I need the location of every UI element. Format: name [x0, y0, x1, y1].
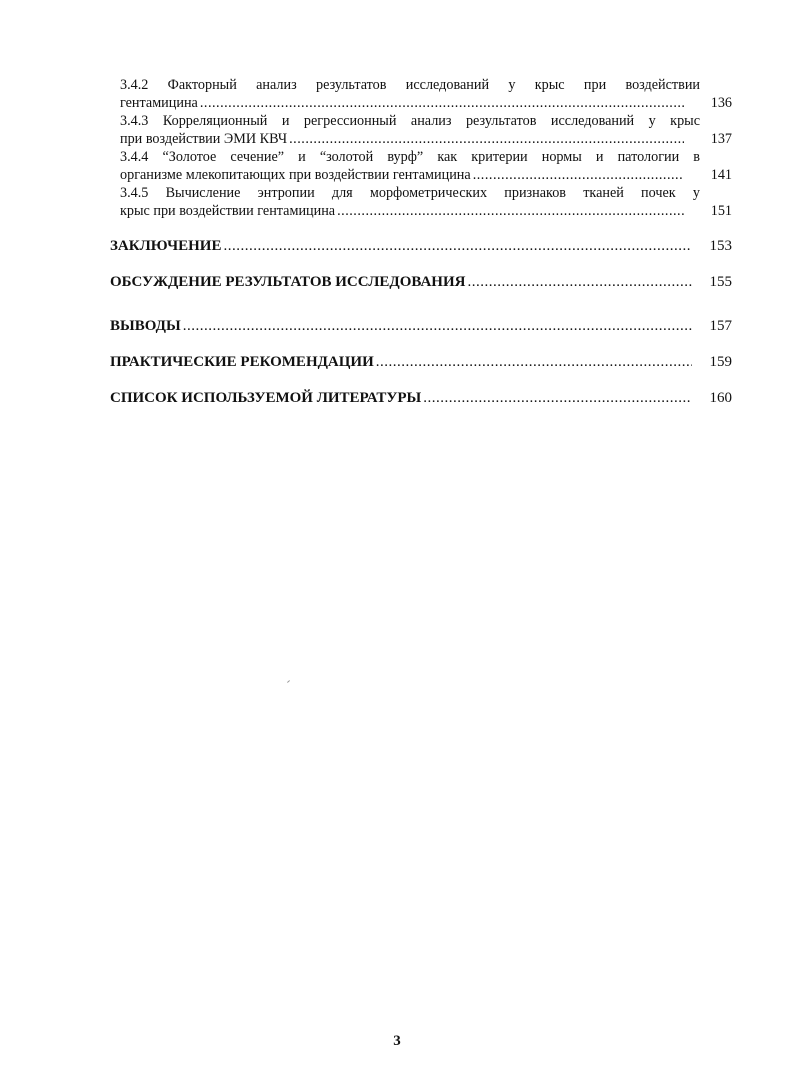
- dot-leader: [223, 237, 692, 255]
- toc-chapter-title: СПИСОК ИСПОЛЬЗУЕМОЙ ЛИТЕРАТУРЫ: [110, 390, 422, 406]
- dot-leader: [337, 203, 684, 221]
- page-number: 3: [393, 1033, 401, 1049]
- toc-page-number: 136: [710, 94, 732, 111]
- toc-chapter-recommendations: [110, 353, 732, 371]
- toc-page-number: 141: [710, 166, 732, 183]
- toc-chapter-conclusion: [110, 237, 732, 255]
- toc-page-number: 137: [710, 130, 732, 147]
- toc-entry-title-line2: [120, 131, 732, 149]
- toc-page-number: 155: [709, 274, 732, 290]
- toc-entry-title-line1: 3.4.2 Факторный анализ результатов исследований у крыс при воздействии: [120, 77, 700, 93]
- scan-speck: [287, 680, 290, 683]
- toc-entry-3-4-2: [120, 77, 732, 112]
- dot-leader: [467, 273, 692, 291]
- toc-chapter-title: ЗАКЛЮЧЕНИЕ: [110, 238, 222, 254]
- toc-chapter-references: [110, 389, 732, 407]
- dot-leader: [376, 353, 692, 371]
- toc-entry-title-tail: крыс при воздействии гентамицина: [120, 202, 336, 219]
- toc-entry-3-4-3: [120, 113, 732, 148]
- toc-entry-title-line2: [120, 203, 732, 221]
- toc-chapter-findings: [110, 317, 732, 335]
- toc-page-number: 159: [709, 354, 732, 370]
- toc-entry-3-4-4: [120, 149, 732, 184]
- dot-leader: [423, 389, 692, 407]
- toc-entry-title-line2: [120, 95, 732, 113]
- toc-chapter-discussion: [110, 273, 732, 291]
- dot-leader: [200, 95, 684, 113]
- toc-entry-3-4-5: [120, 185, 732, 220]
- toc-entry-title-tail: при воздействии ЭМИ КВЧ: [120, 130, 288, 147]
- toc-page-number: 153: [709, 238, 732, 254]
- dot-leader: [289, 131, 684, 149]
- toc-entry-title-line1: 3.4.3 Корреляционный и регрессионный анализ результатов исследований у крыс: [120, 113, 700, 129]
- toc-page-number: 160: [709, 390, 732, 406]
- dot-leader: [183, 317, 692, 335]
- toc-page-number: 157: [709, 318, 732, 334]
- toc-chapter-title: ПРАКТИЧЕСКИЕ РЕКОМЕНДАЦИИ: [110, 354, 374, 370]
- toc-chapter-title: ОБСУЖДЕНИЕ РЕЗУЛЬТАТОВ ИССЛЕДОВАНИЯ: [110, 274, 466, 290]
- toc-chapter-title: ВЫВОДЫ: [110, 318, 181, 334]
- dot-leader: [473, 167, 684, 185]
- toc-entry-title-line1: 3.4.4 “Золотое сечение” и “золотой вурф” как критерии нормы и патологии в: [120, 149, 700, 165]
- toc-entry-title-line2: [120, 167, 732, 185]
- toc-entry-title-tail: гентамицина: [120, 94, 198, 111]
- toc-entry-title-line1: 3.4.5 Вычисление энтропии для морфометрических признаков тканей почек у: [120, 185, 700, 201]
- toc-entry-title-tail: организме млекопитающих при воздействии гентамицина: [120, 166, 471, 183]
- toc-page-number: 151: [710, 202, 732, 219]
